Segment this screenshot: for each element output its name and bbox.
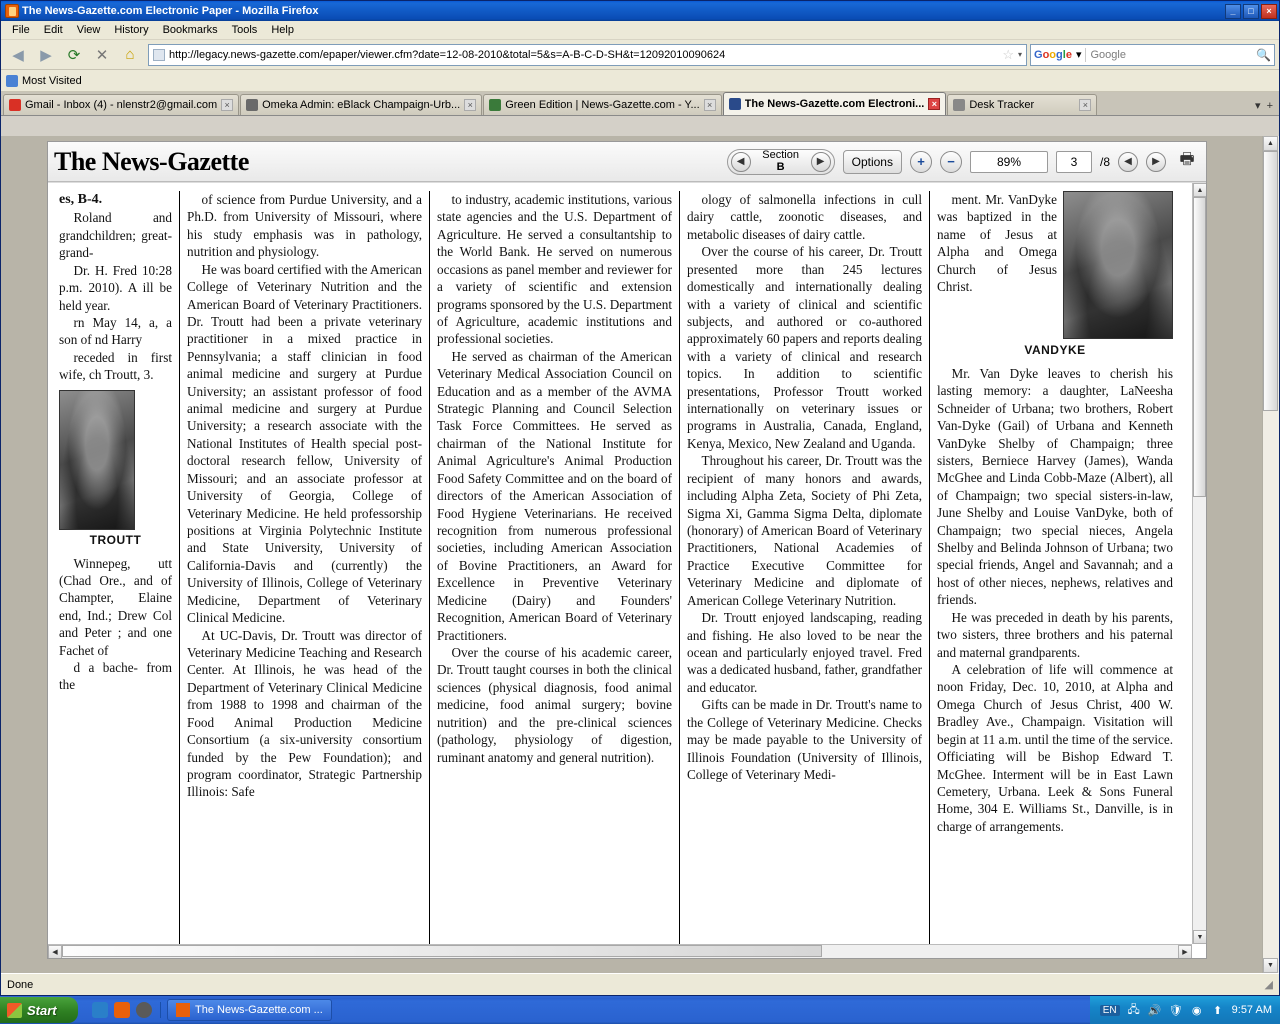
search-icon[interactable]: 🔍 (1256, 47, 1271, 62)
start-label: Start (27, 1002, 57, 1018)
viewer-horizontal-scrollbar[interactable] (48, 944, 1192, 958)
newspaper-page[interactable] (48, 182, 1206, 958)
section-selector[interactable] (727, 149, 835, 175)
menu-file[interactable]: File (12, 24, 30, 36)
taskbar (0, 996, 1280, 1024)
vandyke-photo (1063, 191, 1173, 339)
column-1-para-2: At UC-Davis, Dr. Troutt was director of Veterinary Medicine Teaching and Research Center. At Illinois, he was head of the Department of Veterinary Clinical Medicine from 1988 to 1998 and chairman of the Food Animal Production Medicine Consortium (a six-university consortium funded by the Pew Foundation); and program coordinator, Strategic Partnership Illinois: Safe (187, 627, 422, 800)
column-2-para-1: He served as chairman of the American Veterinary Medical Association Council on Education and as a member of the AVMA Strategic Planning and Council Selection Task Force Committees. He served as chairman of the National Institute for Animal Agriculture's Animal Production Food Safety Committee and on the board of directors of the American Association of Food Hygiene Veterinarians. He received recognition from numerous professional societies, including American Association of Bovine Practitioners, an Award for Excellence in Preventive Veterinary Medicine (Dairy) and Founders' Recognition, American Board of Veterinary Practitioners. (437, 348, 672, 643)
page-content (1, 136, 1279, 973)
column-4-para-3: A celebration of life will commence at noon Friday, Dec. 10, 2010, at Alpha and Omega Church of Jesus Christ, 400 W. Bradley Ave., Champaign. Visitation will begin at 11 a.m. until the time of the service. Officiating will be Bishop Edward T. McGhee. Interment will be in East Lawn Cemetery, Urbana. Leek & Sons Funeral Home, 304 E. Williams St., Danville, is in charge of arrangements. (937, 662, 1173, 834)
menu-view[interactable]: View (76, 24, 101, 36)
tab-omeka-admin[interactable] (240, 94, 482, 115)
bookmark-most-visited[interactable]: Most Visited (22, 74, 82, 87)
search-engine-chevron-icon[interactable]: ▾ (1075, 49, 1082, 61)
column-1 (180, 191, 430, 944)
url-text: http://legacy.news-gazette.com/epaper/viewer.cfm?date=12-08-2010&total=5&s=A-B-C-D-SH&t=12092010090624 (169, 48, 726, 61)
tab-label: Gmail - Inbox (4) - nlenstr2@gmail.com (25, 99, 218, 111)
tab-desk-tracker[interactable] (947, 94, 1097, 115)
section-label-line1: Section (762, 148, 799, 161)
section-value: B (776, 160, 785, 173)
tab-news-gazette-epaper[interactable] (723, 92, 947, 115)
google-logo-icon: Google (1034, 48, 1072, 61)
zoom-out-button[interactable]: − (940, 151, 962, 173)
page-total-label: /8 (1099, 154, 1110, 169)
tab-gmail[interactable] (3, 94, 239, 115)
desk-tracker-icon (953, 99, 965, 111)
firefox-task-icon (176, 1003, 190, 1017)
media-player-icon[interactable] (136, 1002, 152, 1018)
vandyke-photo-caption: VANDYKE (1024, 343, 1086, 357)
firefox-quicklaunch-icon[interactable] (114, 1002, 130, 1018)
tab-label: Omeka Admin: eBlack Champaign-Urb... (262, 99, 461, 111)
list-all-tabs-icon[interactable]: ▾ (1255, 100, 1261, 112)
window-titlebar (1, 1, 1279, 21)
minimize-button[interactable]: _ (1225, 4, 1241, 19)
column-0-continuation: es, B-4. (59, 192, 103, 207)
section-prev-button[interactable]: ◀ (731, 152, 751, 172)
windows-flag-icon (7, 1003, 22, 1018)
chevron-down-icon[interactable]: ▾ (1017, 50, 1022, 59)
reload-icon[interactable]: ⟳ (67, 46, 81, 64)
green-edition-icon (489, 99, 501, 111)
column-3-para-2: Throughout his career, Dr. Troutt was the recipient of many honors and awards, including Alpha Zeta, Society of Phi Zeta, Sigma Xi, Gamma Sigma Delta, diplomate (honorary) of American Board of Veterinary Practitioners, National Academies of Practice Executive Committee for Veterinary Medicine and diplomate of American College Veterinary Nutrition. (687, 453, 922, 608)
most-visited-icon (6, 75, 18, 87)
stop-icon[interactable]: ✕ (95, 46, 109, 64)
tab-label: Desk Tracker (969, 99, 1035, 111)
search-bar[interactable] (1030, 44, 1275, 66)
column-0-para-5: d a bache- from the (59, 660, 172, 693)
omeka-icon (246, 99, 258, 111)
troutt-photo-caption: TROUTT (89, 532, 142, 547)
shield-icon[interactable]: 🛡 (1168, 1004, 1183, 1017)
news-gazette-icon (729, 98, 741, 110)
tab-green-edition[interactable] (483, 94, 721, 115)
menu-bookmarks[interactable]: Bookmarks (162, 24, 218, 36)
masthead-title: The News-Gazette (54, 146, 249, 176)
column-3-para-0: ology of salmonella infections in cull dairy cattle, zoonotic diseases, and metabolic diseases of dairy cattle. (687, 192, 922, 242)
new-tab-icon[interactable]: + (1266, 99, 1273, 112)
vertical-scroll-thumb[interactable] (1193, 197, 1206, 497)
column-2-para-2: Over the course of his academic career, Dr. Troutt taught courses in both the clinical sciences (physical diagnosis, food animal medicine, food animal surgery; bovine nutrition) and the pre-clinical sciences (pathology, physiology of digestion, ruminant anatomy and general nutrition). (437, 644, 672, 765)
tabstrip-controls (1255, 99, 1279, 115)
gmail-icon (9, 99, 21, 111)
tab-close-icon[interactable]: × (704, 99, 716, 111)
column-1-para-0: of science from Purdue University, and a Ph.D. from University of Missouri, where his study emphasis was in pathology, nutrition and physiology. (187, 192, 422, 260)
update-icon[interactable]: ⬆ (1213, 1004, 1223, 1017)
print-icon[interactable]: 🖶 (1179, 151, 1195, 168)
column-1-para-1: He was board certified with the American College of Veterinary Nutrition and the American Board of Veterinary Practitioners. Dr. Troutt had been a private veterinary practitioner in a mixed practice in Pennsylvania; a staff clinician in food animal medicine and surgery at Purdue University; an assistant professor of food animal medicine and surgery at Purdue University; a research associate with the National Institutes of Health special post-doctoral research fellow, University of Missouri; and an associate professor at University of Georgia, College of Veterinary Medicine. He held professorship positions at Virginia Polytechnic Institute and State University, University of California-Davis and (currently) the University of Illinois, College of Veterinary Medicine, Department of Veterinary Clinical Medicine. (187, 261, 422, 626)
taskbar-item-firefox[interactable] (167, 999, 332, 1021)
tab-label: The News-Gazette.com Electroni... (744, 98, 925, 110)
column-0 (52, 191, 180, 944)
search-divider (1085, 48, 1086, 62)
window-controls (1225, 4, 1277, 19)
show-desktop-icon[interactable] (92, 1002, 108, 1018)
column-2 (430, 191, 680, 944)
start-button[interactable] (0, 997, 78, 1023)
back-icon[interactable]: ◀ (12, 46, 24, 64)
tab-label: Green Edition | News-Gazette.com - Y... (505, 99, 700, 111)
page-scroll-up-icon[interactable]: ▲ (1263, 136, 1278, 151)
column-3 (680, 191, 930, 944)
tab-close-icon[interactable]: × (221, 99, 233, 111)
tab-close-icon[interactable]: × (464, 99, 476, 111)
language-indicator[interactable]: EN (1100, 1005, 1120, 1016)
status-text: Done (7, 978, 34, 991)
epaper-viewer (47, 141, 1207, 959)
menu-history[interactable]: History (114, 24, 149, 36)
zoom-in-button[interactable]: + (910, 151, 932, 173)
volume-icon[interactable]: 🔊 (1147, 1004, 1162, 1017)
page-scroll-down-icon[interactable]: ▼ (1263, 958, 1278, 973)
column-0-para-0: Roland and grandchildren; great-grand- (59, 210, 172, 261)
system-tray (1090, 996, 1280, 1024)
scroll-left-icon[interactable]: ◀ (48, 945, 62, 958)
column-4-para-1: Mr. Van Dyke leaves to cherish his lasting memory: a daughter, LaNeesha Schneider of Urbana; two brothers, Robert Van-Dyke (Gail) of Urbana and Kenneth VanDyke Shelby of Champaign; three sisters, Berniece Harvey (James), Wanda McGhee and Linda Cobb-Maze (Albert), all of Champaign; two special sisters-in-law, June Shelby and Louise VanDyke, both of Champaign; two special nieces, Angela Shelby and Belinda Johnson of Urbana; two special friends, Angel and Savannah; and a host of other nieces, nephews, relatives and friends. (937, 365, 1173, 608)
home-icon[interactable]: ⌂ (125, 46, 135, 63)
clock[interactable]: 9:57 AM (1231, 1004, 1272, 1016)
options-button[interactable]: Options (843, 150, 902, 174)
forward-icon[interactable]: ▶ (40, 46, 52, 64)
section-label (755, 150, 807, 173)
horizontal-scroll-thumb[interactable] (62, 945, 822, 957)
page-scroll-thumb[interactable] (1263, 151, 1278, 411)
column-2-para-0: to industry, academic institutions, various state agencies and the U.S. Department of Agriculture. He served a consultantship to the World Bank. He served on numerous occasions as panel member and reviewer for a variety of scientific and extension programs sponsored by the U.S. Department of Agriculture, academic institutions and professional societies. (437, 192, 672, 347)
maximize-button[interactable]: □ (1243, 4, 1259, 19)
page-prev-button[interactable]: ◀ (1118, 152, 1138, 172)
taskbar-item-label: The News-Gazette.com ... (195, 1004, 323, 1016)
resize-grip-icon[interactable]: ◢ (1264, 979, 1273, 991)
column-4 (930, 191, 1180, 944)
close-button[interactable]: × (1261, 4, 1277, 19)
antivirus-icon[interactable]: ◉ (1191, 1004, 1202, 1017)
page-number-field[interactable]: 3 (1056, 151, 1092, 173)
search-input[interactable]: Google (1090, 48, 1126, 61)
zoom-level-field[interactable]: 89% (970, 151, 1048, 173)
site-favicon (153, 49, 165, 61)
scroll-up-icon[interactable]: ▲ (1193, 183, 1206, 197)
navigation-toolbar (1, 40, 1279, 70)
page-vertical-scrollbar[interactable] (1262, 136, 1279, 973)
quick-launch (84, 1002, 161, 1018)
scroll-down-icon[interactable]: ▼ (1193, 930, 1206, 944)
tab-close-icon[interactable]: × (1079, 99, 1091, 111)
column-0-para-4: Winnepeg, utt (Chad Ore., and of Champter, Elaine end, Ind.; Drew Col and Peter ; and one Fachet of (59, 555, 172, 658)
bookmarks-toolbar (1, 70, 1279, 92)
menu-edit[interactable]: Edit (43, 24, 63, 36)
menu-bar (1, 21, 1279, 40)
scroll-right-icon[interactable]: ▶ (1178, 945, 1192, 958)
viewer-toolbar (48, 142, 1206, 182)
menu-tools[interactable]: Tools (231, 24, 258, 36)
viewer-vertical-scrollbar[interactable] (1192, 183, 1206, 944)
column-3-para-1: Over the course of his career, Dr. Troutt presented more than 245 lectures domestically and internationally dealing with a variety of clinical and scientific subjects, and authored or co-authored approximately 60 papers and reports dealing with a variety of clinical and research topics. In addition to scientific presentations, Professor Troutt worked internationally on veterinary issues or programs in Australia, Canada, England, Kenya, Mexico, New Zealand and Uganda. (687, 244, 922, 451)
window-title: The News-Gazette.com Electronic Paper - Mozilla Firefox (22, 5, 319, 17)
section-next-button[interactable]: ▶ (811, 152, 831, 172)
column-0-para-3: receded in first wife, ch Troutt, 3. (59, 349, 172, 383)
status-bar (1, 973, 1279, 995)
menu-help[interactable]: Help (271, 24, 294, 36)
column-0-para-1: Dr. H. Fred 10:28 p.m. 2010). A ill be held year. (59, 262, 172, 313)
network-icon[interactable]: 🖧 (1127, 1003, 1140, 1016)
column-3-para-4: Gifts can be made in Dr. Troutt's name to the College of Veterinary Medicine. Checks may be made payable to the University of Illinois Foundation (University of Illinois, College of Veterinary Medi- (687, 697, 922, 782)
column-3-para-3: Dr. Troutt enjoyed landscaping, reading and fishing. He also loved to be near the ocean and particularly enjoyed travel. Fred was a dedicated husband, father, grandfather and educator. (687, 610, 922, 695)
tab-strip (1, 92, 1279, 116)
column-4-para-0: ment. Mr. VanDyke was baptized in the name of Jesus at Alpha and Omega Church of Jesus Christ. (937, 192, 1057, 295)
address-bar[interactable] (148, 44, 1027, 66)
page-next-button[interactable]: ▶ (1146, 152, 1166, 172)
newspaper-columns (48, 183, 1192, 944)
bookmark-star-icon[interactable]: ☆ (1002, 46, 1014, 62)
firefox-icon (5, 4, 19, 18)
tab-close-icon[interactable]: × (928, 98, 940, 110)
column-0-para-2: rn May 14, a, a son of nd Harry (59, 315, 172, 348)
column-4-para-2: He was preceded in death by his parents, two sisters, three brothers and his paternal and maternal grandparents. (937, 609, 1173, 660)
troutt-photo (59, 390, 135, 530)
